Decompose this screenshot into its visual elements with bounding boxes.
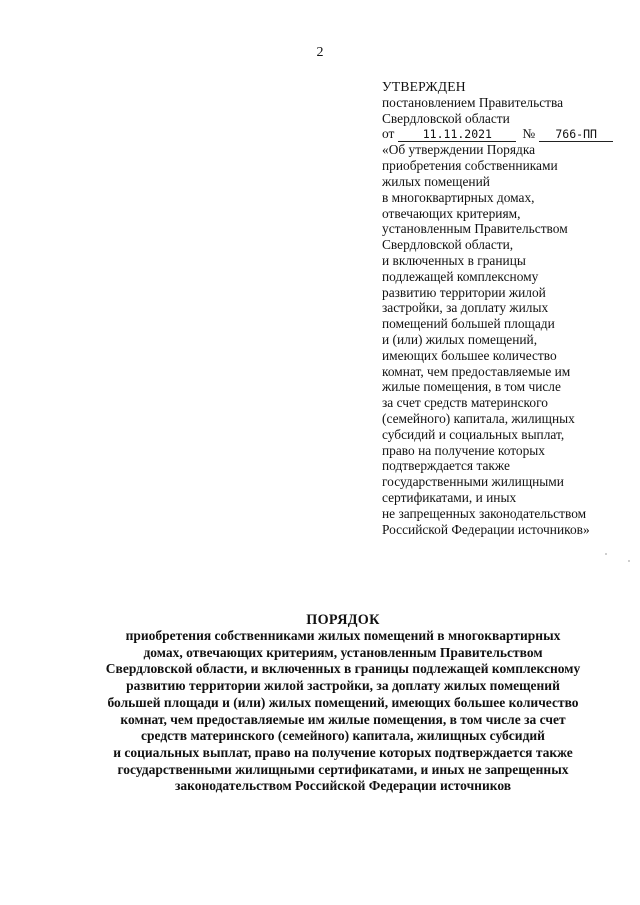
resolution-name-line: развитию территории жилой bbox=[382, 284, 546, 300]
scan-speck bbox=[605, 553, 607, 555]
resolution-name-line: приобретения собственниками bbox=[382, 158, 558, 174]
document-subtitle-line: средств материнского (семейного) капитала, жилищных субсидий bbox=[141, 728, 545, 744]
resolution-date-line bbox=[382, 126, 632, 142]
resolution-name-line: Российской Федерации источников» bbox=[382, 521, 590, 537]
resolution-name-line: комнат, чем предоставляемые им bbox=[382, 363, 571, 379]
resolution-name-line: установленным Правительством bbox=[382, 221, 568, 237]
resolution-name-line: не запрещенных законодательством bbox=[382, 505, 587, 521]
approval-block bbox=[382, 79, 632, 537]
resolution-name-line: помещений большей площади bbox=[382, 316, 555, 332]
resolution-name-line: имеющих большее количество bbox=[382, 347, 557, 363]
resolution-name-line: сертификатами, и иных bbox=[382, 489, 517, 505]
approval-line: постановлением Правительства bbox=[382, 94, 564, 110]
resolution-name-line: жилые помещения, в том числе bbox=[382, 379, 561, 395]
resolution-name-line: право на получение которых bbox=[382, 442, 546, 458]
resolution-name-line: жилых помещений bbox=[382, 173, 490, 189]
document-subtitle-line: государственными жилищными сертификатами, и иных не запрещенных bbox=[117, 761, 569, 777]
resolution-name-line: государственными жилищными bbox=[382, 474, 564, 490]
approval-line: Свердловской области bbox=[382, 110, 510, 126]
resolution-name-line: и включенных в границы bbox=[382, 252, 526, 268]
resolution-name-line: «Об утверждении Порядка bbox=[382, 142, 536, 158]
resolution-name-line: и (или) жилых помещений, bbox=[382, 331, 538, 347]
document-subtitle bbox=[40, 628, 640, 795]
resolution-name bbox=[382, 142, 632, 537]
resolution-name-line: отвечающих критериям, bbox=[382, 205, 521, 221]
resolution-number: 766-ПП bbox=[539, 128, 613, 142]
resolution-name-line: Свердловской области, bbox=[382, 237, 514, 253]
resolution-date: 11.11.2021 bbox=[398, 128, 516, 142]
page-number: 2 bbox=[316, 45, 324, 60]
resolution-name-line: субсидий и социальных выплат, bbox=[382, 426, 565, 442]
document-title: ПОРЯДОК bbox=[306, 612, 380, 628]
resolution-name-line: застройки, за доплату жилых bbox=[382, 300, 549, 316]
resolution-name-line: за счет средств материнского bbox=[382, 395, 548, 411]
document-subtitle-line: Свердловской области, и включенных в границы подлежащей комплексному bbox=[105, 661, 581, 677]
document-heading bbox=[40, 612, 640, 795]
resolution-name-line: подлежащей комплексному bbox=[382, 268, 539, 284]
number-sign: № bbox=[522, 126, 536, 142]
scan-speck bbox=[628, 560, 630, 562]
document-subtitle-line: приобретения собственниками жилых помещений в многоквартирных bbox=[125, 628, 561, 643]
document-subtitle-line: развитию территории жилой застройки, за доплату жилых помещений bbox=[126, 678, 560, 694]
document-subtitle-line: большей площади и (или) жилых помещений, имеющих большее количество bbox=[107, 694, 579, 710]
document-subtitle-line: комнат, чем предоставляемые им жилые помещения, в том числе за счет bbox=[120, 711, 566, 727]
document-subtitle-line: домах, отвечающих критериям, установленным Правительством bbox=[143, 644, 543, 660]
approved-label: УТВЕРЖДЕН bbox=[382, 79, 466, 94]
document-subtitle-line: и социальных выплат, право на получение которых подтверждается также bbox=[113, 744, 573, 760]
document-subtitle-line: законодательством Российской Федерации источников bbox=[174, 778, 512, 794]
from-label: от bbox=[382, 126, 395, 142]
resolution-name-line: в многоквартирных домах, bbox=[382, 189, 535, 205]
resolution-name-line: (семейного) капитала, жилищных bbox=[382, 410, 575, 426]
resolution-name-line: подтверждается также bbox=[382, 458, 510, 474]
